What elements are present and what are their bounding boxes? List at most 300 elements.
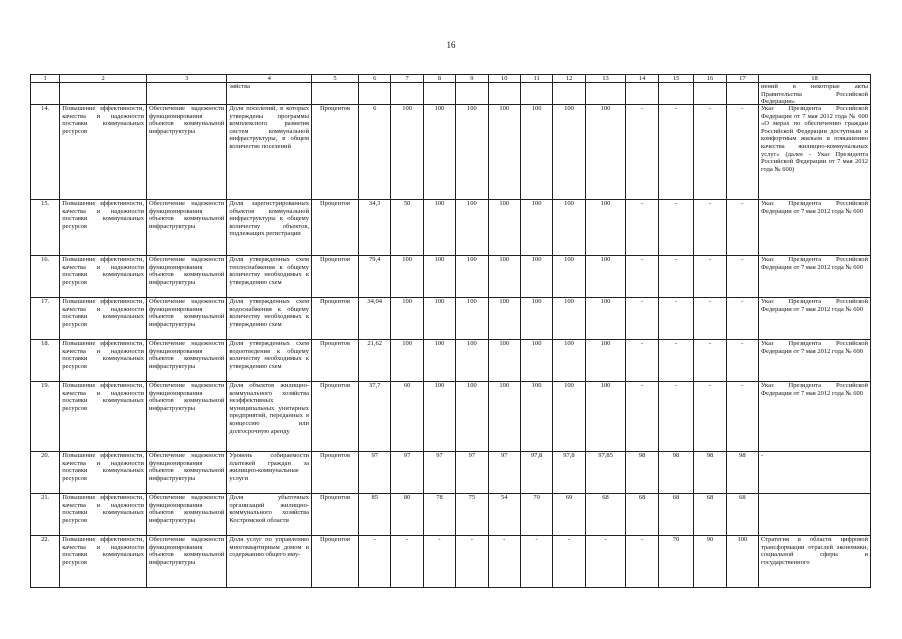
cell-text: 68 xyxy=(739,494,746,501)
header-cell: 11 xyxy=(520,75,552,83)
cell-text: 70 xyxy=(672,536,680,543)
cell-text: 98 xyxy=(672,452,680,459)
cell-text: 97,85 xyxy=(598,452,613,459)
cell-text: Доля услуг по управлению многоквартирным домом и содержанию общего иму- xyxy=(229,536,310,559)
indicator-table xyxy=(30,74,871,588)
cell-text: зяйства xyxy=(229,83,251,90)
cell-text: 100 xyxy=(466,200,477,207)
table-row xyxy=(31,105,871,200)
table-cell xyxy=(456,494,488,536)
table-row xyxy=(31,452,871,494)
cell-text: Доля утвержденных схем теплоснабжения к общему количеству необходимых к утверждению схем xyxy=(229,256,310,286)
table-cell xyxy=(658,200,694,256)
cell-text: 100 xyxy=(402,105,412,112)
cell-text: Процентов xyxy=(319,494,351,501)
table-cell xyxy=(553,494,585,536)
table-cell xyxy=(146,340,226,382)
cell-text: - xyxy=(674,200,678,207)
cell-text: Уровень собираемости платежей граждан за жилищно-коммунальные услуги xyxy=(229,452,310,482)
table-cell xyxy=(359,256,391,298)
cell-text: 100 xyxy=(434,298,445,305)
cell-text: 100 xyxy=(499,298,510,305)
cell-text: - xyxy=(470,536,473,543)
table-cell xyxy=(60,83,147,105)
table-cell xyxy=(31,298,60,340)
cell-text: - xyxy=(674,382,678,389)
table-cell xyxy=(694,340,726,382)
cell-text: Указ Президента Российской Федерации от 7 мая 2012 года № 600 «О мерах по обеспечению граждан Российской Федерации доступным и комфортным жильем и повышению качества жилищно-коммунальных услуг» (далее - Указ Президента Российской Федерации от 7 мая 2012 года № 600) xyxy=(761,105,868,173)
cell-text: Процентов xyxy=(319,452,351,459)
table-cell xyxy=(146,200,226,256)
cell-text: - xyxy=(604,536,607,543)
cell-text: - xyxy=(640,536,644,543)
cell-text: 21. xyxy=(41,494,50,501)
cell-text: 100 xyxy=(466,105,477,112)
cell-text: 100 xyxy=(600,340,611,347)
header-cell: 7 xyxy=(391,75,423,83)
table-cell xyxy=(391,382,423,452)
table-cell xyxy=(553,536,585,588)
table-cell xyxy=(726,298,758,340)
table-cell xyxy=(391,200,423,256)
table-cell xyxy=(391,298,423,340)
cell-text: Процентов xyxy=(319,200,351,207)
cell-text: 68 xyxy=(602,494,609,501)
cell-text: 100 xyxy=(402,340,412,347)
table-cell xyxy=(146,536,226,588)
cell-text: Доля зарегистрированных объектов коммунальной инфраструктуры к общему количеству объектов, подлежащих регистрации xyxy=(229,200,310,238)
cell-text: 100 xyxy=(531,340,542,347)
cell-text: 100 xyxy=(466,256,477,263)
header-cell: 16 xyxy=(694,75,726,83)
header-cell: 17 xyxy=(726,75,758,83)
table-cell xyxy=(227,382,312,452)
table-cell xyxy=(626,105,658,200)
cell-text: 97 xyxy=(403,452,411,459)
cell-text: - xyxy=(405,536,409,543)
cell-text: 34,04 xyxy=(367,298,383,305)
header-cell: 5 xyxy=(312,75,359,83)
table-cell xyxy=(658,382,694,452)
header-cell: 2 xyxy=(60,75,147,83)
cell-text: 19. xyxy=(41,382,50,389)
cell-text: Повышение эффективности, качества и надежности поставки коммунальных ресурсов xyxy=(62,298,144,328)
table-cell xyxy=(553,200,585,256)
table-row xyxy=(31,83,871,105)
cell-text: 37,7 xyxy=(369,382,381,389)
table-cell xyxy=(694,105,726,200)
cell-text: 100 xyxy=(564,298,574,305)
table-cell xyxy=(456,200,488,256)
cell-text: - xyxy=(708,256,712,263)
header-cell: 1 xyxy=(31,75,60,83)
cell-text: Повышение эффективности, качества и надежности поставки коммунальных ресурсов xyxy=(62,340,144,370)
table-cell xyxy=(694,452,726,494)
cell-text: 100 xyxy=(600,298,611,305)
header-cell: 3 xyxy=(146,75,226,83)
table-cell xyxy=(31,200,60,256)
cell-text: Доля утвержденных схем водоснабжения к общему количеству необходимых к утверждению схем xyxy=(229,298,310,328)
cell-text: - xyxy=(674,256,678,263)
table-cell xyxy=(488,256,520,298)
cell-text: 97,8 xyxy=(530,452,543,459)
table-cell xyxy=(146,298,226,340)
cell-text: 100 xyxy=(564,256,574,263)
table-row xyxy=(31,256,871,298)
cell-text: - xyxy=(535,536,538,543)
cell-text: Повышение эффективности, качества и надежности поставки коммунальных ресурсов xyxy=(62,536,144,566)
cell-text: Процентов xyxy=(319,536,351,543)
table-cell xyxy=(227,452,312,494)
cell-text: Повышение эффективности, качества и надежности поставки коммунальных ресурсов xyxy=(62,256,144,286)
table-cell xyxy=(60,298,147,340)
table-cell xyxy=(520,536,552,588)
header-cell: 8 xyxy=(423,75,455,83)
cell-text: Указ Президента Российской Федерации от 7 мая 2012 года № 600 xyxy=(761,382,868,397)
table-cell xyxy=(391,452,423,494)
cell-text: 34,3 xyxy=(369,200,381,207)
header-cell: 12 xyxy=(553,75,585,83)
cell-text: 100 xyxy=(531,382,542,389)
table-cell xyxy=(391,536,423,588)
table-cell xyxy=(694,536,726,588)
table-cell xyxy=(227,105,312,200)
table-cell xyxy=(423,256,455,298)
table-cell xyxy=(31,382,60,452)
table-cell xyxy=(312,200,359,256)
table-cell xyxy=(585,340,626,382)
cell-text: Процентов xyxy=(319,382,351,389)
table-row xyxy=(31,340,871,382)
cell-text: 100 xyxy=(499,200,510,207)
cell-text: 75 xyxy=(468,494,476,501)
cell-text: - xyxy=(741,298,744,305)
cell-text: - xyxy=(640,340,644,347)
cell-text: 100 xyxy=(402,298,412,305)
table-row xyxy=(31,494,871,536)
cell-text: Обеспечение надежности функционирования объектов коммунальной инфраструктуры xyxy=(148,256,225,286)
table-cell xyxy=(456,340,488,382)
cell-text: Стратегия в области цифровой трансформации отраслей экономики, социальной сферы и государственного xyxy=(761,536,868,566)
cell-text: Процентов xyxy=(319,340,351,347)
cell-text: 100 xyxy=(466,382,477,389)
table-cell xyxy=(359,83,391,105)
table-cell xyxy=(488,340,520,382)
cell-text: 54 xyxy=(500,494,508,501)
table-cell xyxy=(520,256,552,298)
cell-text: Обеспечение надежности функционирования объектов коммунальной инфраструктуры xyxy=(148,105,225,135)
cell-text: Обеспечение надежности функционирования объектов коммунальной инфраструктуры xyxy=(148,298,225,328)
cell-text: 78 xyxy=(436,494,443,501)
table-cell xyxy=(759,83,871,105)
table-cell xyxy=(60,200,147,256)
table-cell xyxy=(227,256,312,298)
cell-text: 100 xyxy=(531,256,542,263)
cell-text: - xyxy=(373,536,376,543)
cell-text: 97 xyxy=(468,452,476,459)
table-cell xyxy=(626,452,658,494)
table-cell xyxy=(391,256,423,298)
table-cell xyxy=(423,382,455,452)
table-cell xyxy=(456,256,488,298)
table-cell xyxy=(60,382,147,452)
cell-text: Обеспечение надежности функционирования объектов коммунальной инфраструктуры xyxy=(148,200,225,230)
table-cell xyxy=(520,298,552,340)
table-cell xyxy=(456,536,488,588)
cell-text: 100 xyxy=(434,256,445,263)
table-cell xyxy=(694,200,726,256)
cell-text: 22. xyxy=(41,536,50,543)
cell-text: нений в некоторые акты Правительства Российской Федерации» xyxy=(761,83,868,104)
cell-text: 17. xyxy=(41,298,50,305)
cell-text: 90 xyxy=(706,536,714,543)
cell-text: Обеспечение надежности функционирования объектов коммунальной инфраструктуры xyxy=(148,452,225,482)
cell-text: 14. xyxy=(41,105,50,112)
table-cell xyxy=(227,340,312,382)
table-cell xyxy=(423,105,455,200)
table-cell xyxy=(488,105,520,200)
table-cell xyxy=(553,256,585,298)
cell-text: 100 xyxy=(564,105,574,112)
table-cell xyxy=(312,83,359,105)
cell-text: - xyxy=(741,200,744,207)
table-cell xyxy=(31,105,60,200)
cell-text: 69 xyxy=(565,494,573,501)
cell-text: 100 xyxy=(600,382,611,389)
cell-text: Обеспечение надежности функционирования объектов коммунальной инфраструктуры xyxy=(148,536,225,566)
cell-text: - xyxy=(438,536,441,543)
cell-text: Процентов xyxy=(319,298,351,305)
cell-text: Указ Президента Российской Федерации от 7 мая 2012 года № 600 xyxy=(761,298,868,313)
cell-text: 70 xyxy=(533,494,540,501)
table-cell xyxy=(726,382,758,452)
table-cell xyxy=(488,298,520,340)
table-cell xyxy=(31,452,60,494)
cell-text: 100 xyxy=(564,382,574,389)
table-cell xyxy=(726,200,758,256)
table-cell xyxy=(227,494,312,536)
table-cell xyxy=(553,340,585,382)
cell-text: - xyxy=(741,256,744,263)
cell-text: - xyxy=(640,200,644,207)
table-cell xyxy=(658,256,694,298)
table-cell xyxy=(626,83,658,105)
table-cell xyxy=(553,382,585,452)
table-cell xyxy=(585,256,626,298)
table-cell xyxy=(658,452,694,494)
table-cell xyxy=(312,494,359,536)
table-cell xyxy=(227,536,312,588)
table-cell xyxy=(726,452,758,494)
cell-text: Доля утвержденных схем водоотведения к общему количеству необходимых к утверждению схем xyxy=(229,340,310,370)
cell-text: - xyxy=(567,536,571,543)
cell-text: Повышение эффективности, качества и надежности поставки коммунальных ресурсов xyxy=(62,200,144,230)
table-cell xyxy=(759,536,871,588)
table-cell xyxy=(488,83,520,105)
cell-text: - xyxy=(640,256,644,263)
table-cell xyxy=(391,340,423,382)
cell-text: - xyxy=(674,298,678,305)
cell-text: - xyxy=(708,298,712,305)
table-cell xyxy=(520,382,552,452)
cell-text: 100 xyxy=(499,105,510,112)
table-cell xyxy=(312,382,359,452)
table-cell xyxy=(658,83,694,105)
page-number: 16 xyxy=(446,40,456,50)
cell-text: Процентов xyxy=(319,256,351,263)
table-cell xyxy=(726,536,758,588)
cell-text: - xyxy=(674,105,678,112)
table-cell xyxy=(359,298,391,340)
cell-text: 100 xyxy=(499,382,510,389)
table-cell xyxy=(31,83,60,105)
cell-text: - xyxy=(640,105,644,112)
cell-text: 100 xyxy=(402,256,412,263)
table-cell xyxy=(359,536,391,588)
table-cell xyxy=(423,200,455,256)
cell-text: 98 xyxy=(739,452,746,459)
cell-text: - xyxy=(674,340,678,347)
table-cell xyxy=(146,105,226,200)
table-cell xyxy=(658,494,694,536)
header-row xyxy=(31,75,871,83)
table-row xyxy=(31,382,871,452)
table-cell xyxy=(146,452,226,494)
table-cell xyxy=(31,494,60,536)
header-cell: 10 xyxy=(488,75,520,83)
table-cell xyxy=(60,494,147,536)
table-cell xyxy=(520,105,552,200)
table-cell xyxy=(31,536,60,588)
table-cell xyxy=(726,494,758,536)
cell-text: - xyxy=(503,536,506,543)
table-cell xyxy=(423,494,455,536)
table-cell xyxy=(759,452,871,494)
table-cell xyxy=(658,298,694,340)
cell-text: Доля убыточных организаций жилищно-коммунального хозяйства Костромской области xyxy=(229,494,310,524)
cell-text: 100 xyxy=(466,298,477,305)
cell-text: - xyxy=(741,382,744,389)
table-row xyxy=(31,536,871,588)
table-cell xyxy=(359,382,391,452)
cell-text: 100 xyxy=(600,105,611,112)
header-cell: 4 xyxy=(227,75,312,83)
cell-text: Указ Президента Российской Федерации от 7 мая 2012 года № 600 xyxy=(761,340,868,355)
table-row xyxy=(31,200,871,256)
table-cell xyxy=(423,452,455,494)
table-cell xyxy=(60,105,147,200)
table-cell xyxy=(423,83,455,105)
cell-text: 50 xyxy=(403,200,411,207)
table-cell xyxy=(146,83,226,105)
cell-text: 100 xyxy=(531,298,542,305)
table-cell xyxy=(726,256,758,298)
cell-text: Указ Президента Российской Федерации от 7 мая 2012 года № 600 xyxy=(761,200,868,215)
table-cell xyxy=(488,536,520,588)
table-cell xyxy=(60,256,147,298)
cell-text: 100 xyxy=(600,200,611,207)
table-cell xyxy=(694,256,726,298)
table-cell xyxy=(312,452,359,494)
cell-text: 79,4 xyxy=(369,256,381,263)
cell-text: 100 xyxy=(737,536,748,543)
cell-text: 20. xyxy=(41,452,50,459)
cell-text: 68 xyxy=(672,494,680,501)
table-cell xyxy=(312,298,359,340)
cell-text: 100 xyxy=(434,200,445,207)
cell-text: 16. xyxy=(41,256,50,263)
table-cell xyxy=(146,256,226,298)
table-cell xyxy=(31,340,60,382)
cell-text: - xyxy=(708,340,712,347)
cell-text: 98 xyxy=(638,452,646,459)
table-cell xyxy=(359,200,391,256)
table-cell xyxy=(694,83,726,105)
cell-text: 97 xyxy=(436,452,443,459)
cell-text: Доля объектов жилищно-коммунального хозяйства неэффективных муниципальных унитарных предприятий, переданных в концессию или долгосрочную аренду xyxy=(229,382,310,435)
table-cell xyxy=(391,494,423,536)
cell-text: 100 xyxy=(434,105,445,112)
table-cell xyxy=(759,256,871,298)
table-cell xyxy=(488,382,520,452)
table-cell xyxy=(456,382,488,452)
cell-text: - xyxy=(708,200,712,207)
table-cell xyxy=(391,83,423,105)
cell-text: - xyxy=(640,298,644,305)
cell-text: - xyxy=(640,382,644,389)
header-cell: 15 xyxy=(658,75,694,83)
cell-text: 15. xyxy=(41,200,50,207)
header-cell: 18 xyxy=(759,75,871,83)
table-cell xyxy=(626,536,658,588)
table-cell xyxy=(759,298,871,340)
table-cell xyxy=(359,340,391,382)
table-cell xyxy=(658,340,694,382)
table-cell xyxy=(312,536,359,588)
table-cell xyxy=(31,256,60,298)
cell-text: 100 xyxy=(466,340,477,347)
table-cell xyxy=(520,200,552,256)
cell-text: - xyxy=(761,452,764,459)
table-cell xyxy=(391,105,423,200)
header-cell: 14 xyxy=(626,75,658,83)
cell-text: Обеспечение надежности функционирования объектов коммунальной инфраструктуры xyxy=(148,494,225,524)
table-cell xyxy=(488,200,520,256)
table-row xyxy=(31,298,871,340)
table-cell xyxy=(759,494,871,536)
table-cell xyxy=(456,105,488,200)
cell-text: Процентов xyxy=(319,105,351,112)
table-cell xyxy=(694,298,726,340)
cell-text: - xyxy=(708,105,712,112)
table-cell xyxy=(694,494,726,536)
cell-text: 68 xyxy=(706,494,714,501)
table-cell xyxy=(585,298,626,340)
table-cell xyxy=(456,452,488,494)
header-cell: 9 xyxy=(456,75,488,83)
cell-text: Повышение эффективности, качества и надежности поставки коммунальных ресурсов xyxy=(62,494,144,524)
table-cell xyxy=(694,382,726,452)
cell-text: Указ Президента Российской Федерации от 7 мая 2012 года № 600 xyxy=(761,256,868,271)
table-cell xyxy=(520,494,552,536)
table-cell xyxy=(726,340,758,382)
cell-text: 97,8 xyxy=(563,452,575,459)
cell-text: Повышение эффективности, качества и надежности поставки коммунальных ресурсов xyxy=(62,105,144,135)
table-cell xyxy=(520,83,552,105)
cell-text: - xyxy=(741,340,744,347)
table-cell xyxy=(227,83,312,105)
cell-text: - xyxy=(708,382,712,389)
